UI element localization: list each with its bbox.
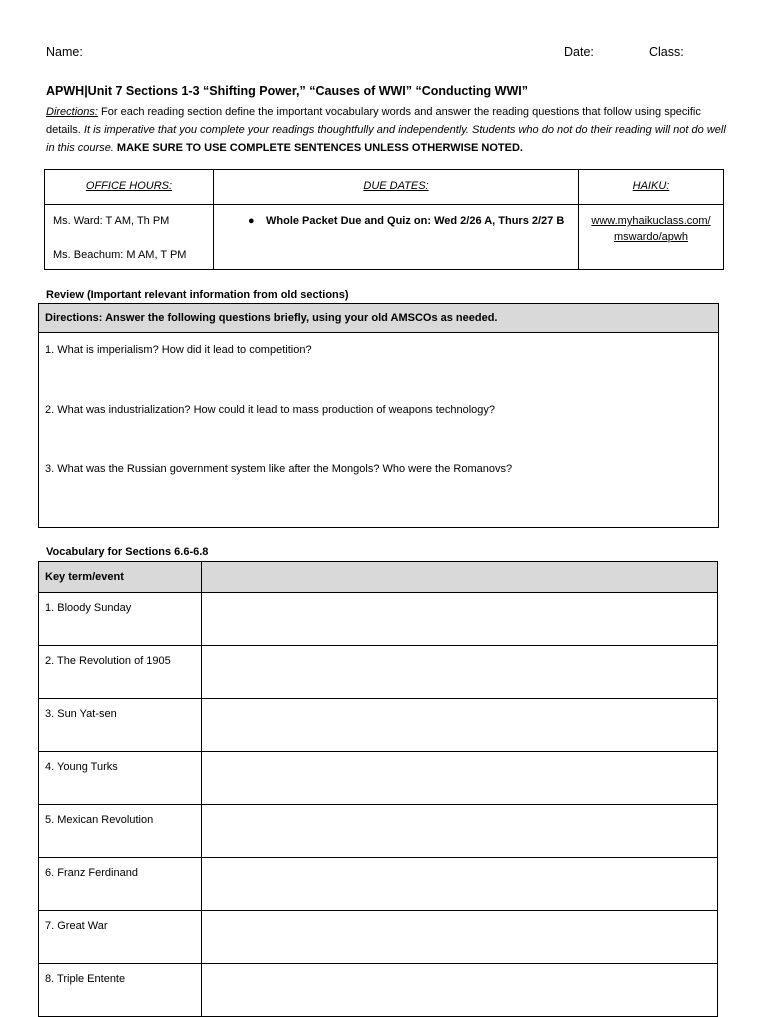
review-directions: Directions: Answer the following questions briefly, using your old AMSCOs as needed.	[39, 304, 718, 333]
directions-text: For each reading section define the important vocabulary words and answer the reading questions that follow using specific details.	[46, 106, 701, 136]
haiku-header: HAIKU:	[579, 170, 724, 205]
table-row	[39, 964, 718, 1017]
info-table	[44, 169, 724, 270]
office-hours-cell	[45, 205, 214, 270]
table-row	[39, 911, 718, 964]
vocab-table	[38, 561, 718, 1017]
vocab-term: 2. The Revolution of 1905	[39, 646, 202, 699]
table-row	[39, 593, 718, 646]
office-hours-ward: Ms. Ward: T AM, Th PM	[53, 215, 170, 227]
vocab-term: 8. Triple Entente	[39, 964, 202, 1017]
directions-paragraph	[46, 103, 726, 157]
vocab-term: 5. Mexican Revolution	[39, 805, 202, 858]
vocab-definition-cell[interactable]	[202, 964, 718, 1017]
vocab-term: 4. Young Turks	[39, 752, 202, 805]
name-label: Name:	[46, 45, 83, 59]
review-question-3: 3. What was the Russian government system like after the Mongols? Who were the Romanovs?	[45, 463, 513, 475]
class-label: Class:	[649, 45, 684, 59]
due-date-item: Whole Packet Due and Quiz on: Wed 2/26 A, Thurs 2/27 B	[266, 215, 565, 227]
vocab-definition-cell[interactable]	[202, 858, 718, 911]
vocab-definition-cell[interactable]	[202, 593, 718, 646]
directions-label: Directions:	[46, 106, 98, 118]
review-label: Review (Important relevant information from old sections)	[46, 289, 349, 301]
vocab-term: 3. Sun Yat-sen	[39, 699, 202, 752]
vocab-definition-cell[interactable]	[202, 699, 718, 752]
office-hours-header: OFFICE HOURS:	[45, 170, 214, 205]
vocab-header-definition	[202, 562, 718, 593]
directions-italic: It is imperative that you complete your readings thoughtfully and independently. Students who do not do their reading will not do well in this course.	[46, 124, 726, 154]
haiku-cell	[579, 205, 724, 270]
vocab-header-term: Key term/event	[39, 562, 202, 593]
review-box	[38, 303, 719, 528]
vocab-definition-cell[interactable]	[202, 805, 718, 858]
haiku-link[interactable]: www.myhaikuclass.com/	[591, 215, 711, 227]
vocab-definition-cell[interactable]	[202, 646, 718, 699]
review-question-2: 2. What was industrialization? How could it lead to mass production of weapons technology?	[45, 404, 496, 416]
table-row	[39, 699, 718, 752]
table-row	[39, 646, 718, 699]
haiku-link-cont[interactable]: mswardo/apwh	[614, 231, 688, 243]
date-label: Date:	[564, 45, 594, 59]
review-question-1: 1. What is imperialism? How did it lead to competition?	[45, 344, 312, 356]
due-dates-header: DUE DATES:	[214, 170, 579, 205]
vocab-term: 1. Bloody Sunday	[39, 593, 202, 646]
vocab-term: 7. Great War	[39, 911, 202, 964]
directions-bold: MAKE SURE TO USE COMPLETE SENTENCES UNLESS OTHERWISE NOTED.	[113, 142, 523, 154]
vocab-definition-cell[interactable]	[202, 911, 718, 964]
table-row	[39, 752, 718, 805]
vocab-label: Vocabulary for Sections 6.6-6.8	[46, 546, 209, 558]
bullet-icon: ●	[248, 215, 255, 227]
due-dates-cell	[214, 205, 579, 270]
student-info-line	[46, 45, 722, 61]
office-hours-beachum: Ms. Beachum: M AM, T PM	[53, 249, 187, 261]
vocab-definition-cell[interactable]	[202, 752, 718, 805]
worksheet-title: APWH|Unit 7 Sections 1-3 “Shifting Power,” “Causes of WWI” “Conducting WWI”	[46, 84, 528, 98]
table-row	[39, 805, 718, 858]
table-row	[39, 858, 718, 911]
vocab-term: 6. Franz Ferdinand	[39, 858, 202, 911]
